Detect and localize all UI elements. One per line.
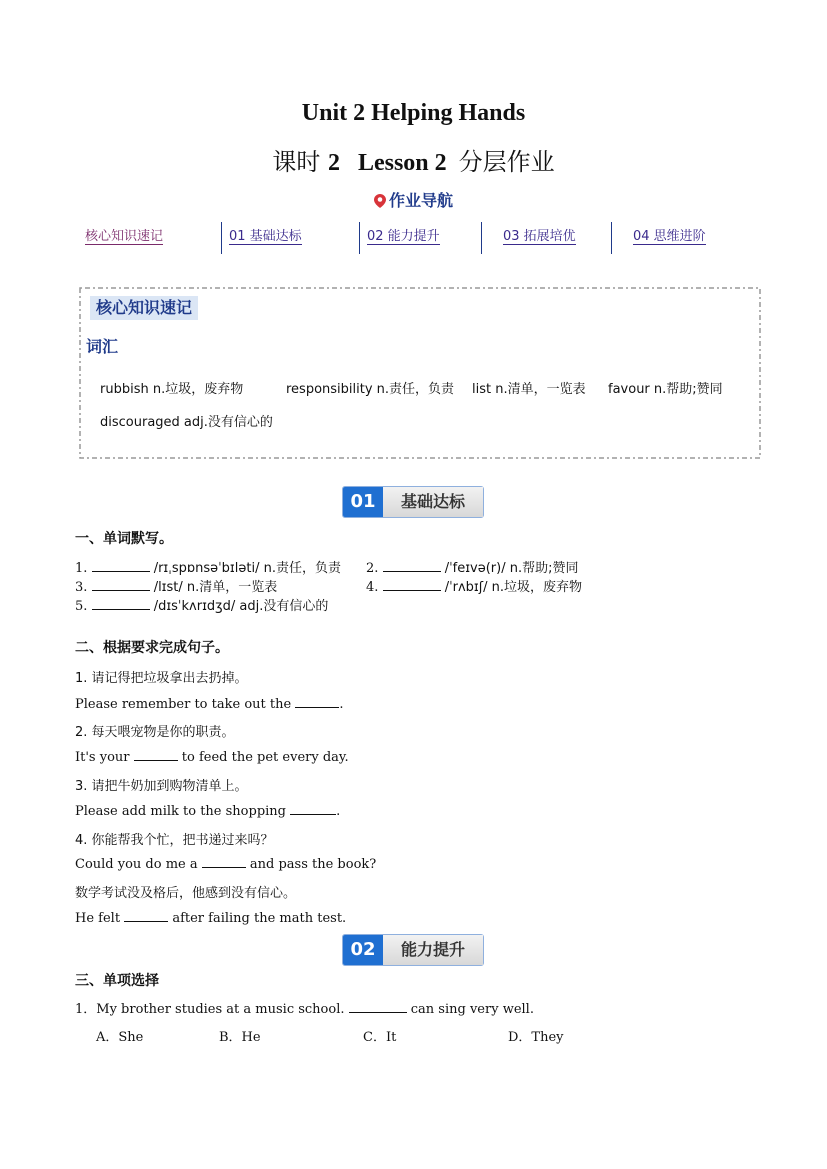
sentence-answer: Please add milk to the shopping . [75, 804, 341, 819]
vocab-row [100, 411, 273, 430]
nav-link-basic[interactable]: 01 基础达标 [229, 229, 302, 244]
subtitle-homework: 分层作业 [458, 148, 555, 176]
answer-blank[interactable] [383, 579, 441, 591]
sentence-answer: Please remember to take out the . [75, 697, 344, 712]
dictation-item: 3. /lɪst/ n.清单，一览表 [75, 580, 278, 595]
badge-label: 基础达标 [383, 487, 483, 517]
answer-blank[interactable] [202, 856, 246, 868]
subtitle-lesson-number: 2 [327, 150, 340, 176]
dictation-item: 1. /rɪˌspɒnsəˈbɪləti/ n.责任，负责 [75, 561, 341, 576]
answer-blank[interactable] [92, 560, 150, 572]
badge-label: 能力提升 [383, 935, 483, 965]
badge-number: 01 [343, 487, 383, 517]
vocab-item: responsibility n.责任，负责 [286, 382, 455, 397]
nav-divider [481, 222, 482, 254]
nav-title [0, 188, 827, 211]
answer-blank[interactable] [92, 579, 150, 591]
mcq-question: 1．My brother studies at a music school. can sing very well. [75, 1002, 534, 1017]
section-heading: 二、根据要求完成句子。 [75, 640, 229, 656]
section-badge-ability [342, 934, 484, 966]
nav-divider [221, 222, 222, 254]
answer-blank[interactable] [295, 696, 339, 708]
answer-blank[interactable] [290, 803, 336, 815]
dictation-item: 2. /ˈfeɪvə(r)/ n.帮助;赞同 [366, 561, 579, 576]
location-pin-icon [374, 194, 386, 208]
answer-blank[interactable] [383, 560, 441, 572]
nav-divider [359, 222, 360, 254]
answer-blank[interactable] [134, 749, 178, 761]
sentence-prompt: 2. 每天喂宠物是你的职责。 [75, 725, 235, 740]
core-knowledge-heading: 核心知识速记 [90, 296, 198, 320]
nav-link-thinking[interactable]: 04 思维进阶 [633, 229, 706, 244]
vocab-item: favour n.帮助;赞同 [608, 382, 723, 397]
mcq-option-a[interactable]: A．She [96, 1030, 144, 1045]
section-badge-basic [342, 486, 484, 518]
answer-blank[interactable] [92, 598, 150, 610]
section-heading: 三、单项选择 [75, 973, 159, 989]
vocab-item: list n.清单，一览表 [472, 382, 586, 397]
core-knowledge-box [76, 284, 764, 462]
vocab-item: discouraged adj.没有信心的 [100, 415, 273, 430]
answer-blank[interactable] [349, 1001, 407, 1013]
dictation-item: 4. /ˈrʌbɪʃ/ n.垃圾，废弃物 [366, 580, 583, 595]
mcq-option-c[interactable]: C．It [363, 1030, 397, 1045]
sentence-prompt: 数学考试没及格后，他感到没有信心。 [75, 886, 297, 901]
nav-link-extension[interactable]: 03 拓展培优 [503, 229, 576, 244]
vocab-row [100, 378, 723, 397]
badge-number: 02 [343, 935, 383, 965]
subtitle-lesson-prefix: 课时 [272, 148, 328, 176]
sentence-prompt: 3. 请把牛奶加到购物清单上。 [75, 779, 248, 794]
sentence-prompt: 4. 你能帮我个忙，把书递过来吗？ [75, 833, 274, 848]
nav-link-core-knowledge[interactable]: 核心知识速记 [85, 229, 164, 244]
section-heading: 一、单词默写。 [75, 531, 173, 547]
answer-blank[interactable] [124, 910, 168, 922]
dictation-item: 5. /dɪsˈkʌrɪdʒd/ adj.没有信心的 [75, 599, 329, 614]
sentence-answer: It's your to feed the pet every day. [75, 750, 349, 765]
sentence-prompt: 1. 请记得把垃圾拿出去扔掉。 [75, 671, 248, 686]
sentence-answer: He felt after failing the math test. [75, 911, 347, 926]
page-title: Unit 2 Helping Hands [301, 100, 526, 126]
vocab-heading: 词汇 [86, 337, 119, 356]
homework-nav [75, 222, 755, 254]
nav-title-text: 作业导航 [388, 191, 453, 210]
nav-link-ability[interactable]: 02 能力提升 [367, 229, 440, 244]
mcq-option-b[interactable]: B．He [219, 1030, 261, 1045]
nav-divider [611, 222, 612, 254]
vocab-item: rubbish n.垃圾，废弃物 [100, 382, 244, 397]
subtitle-lesson-name: Lesson 2 [357, 150, 447, 176]
mcq-option-d[interactable]: D．They [508, 1030, 564, 1045]
sentence-answer: Could you do me a and pass the book? [75, 857, 377, 872]
page-subtitle [0, 142, 827, 177]
